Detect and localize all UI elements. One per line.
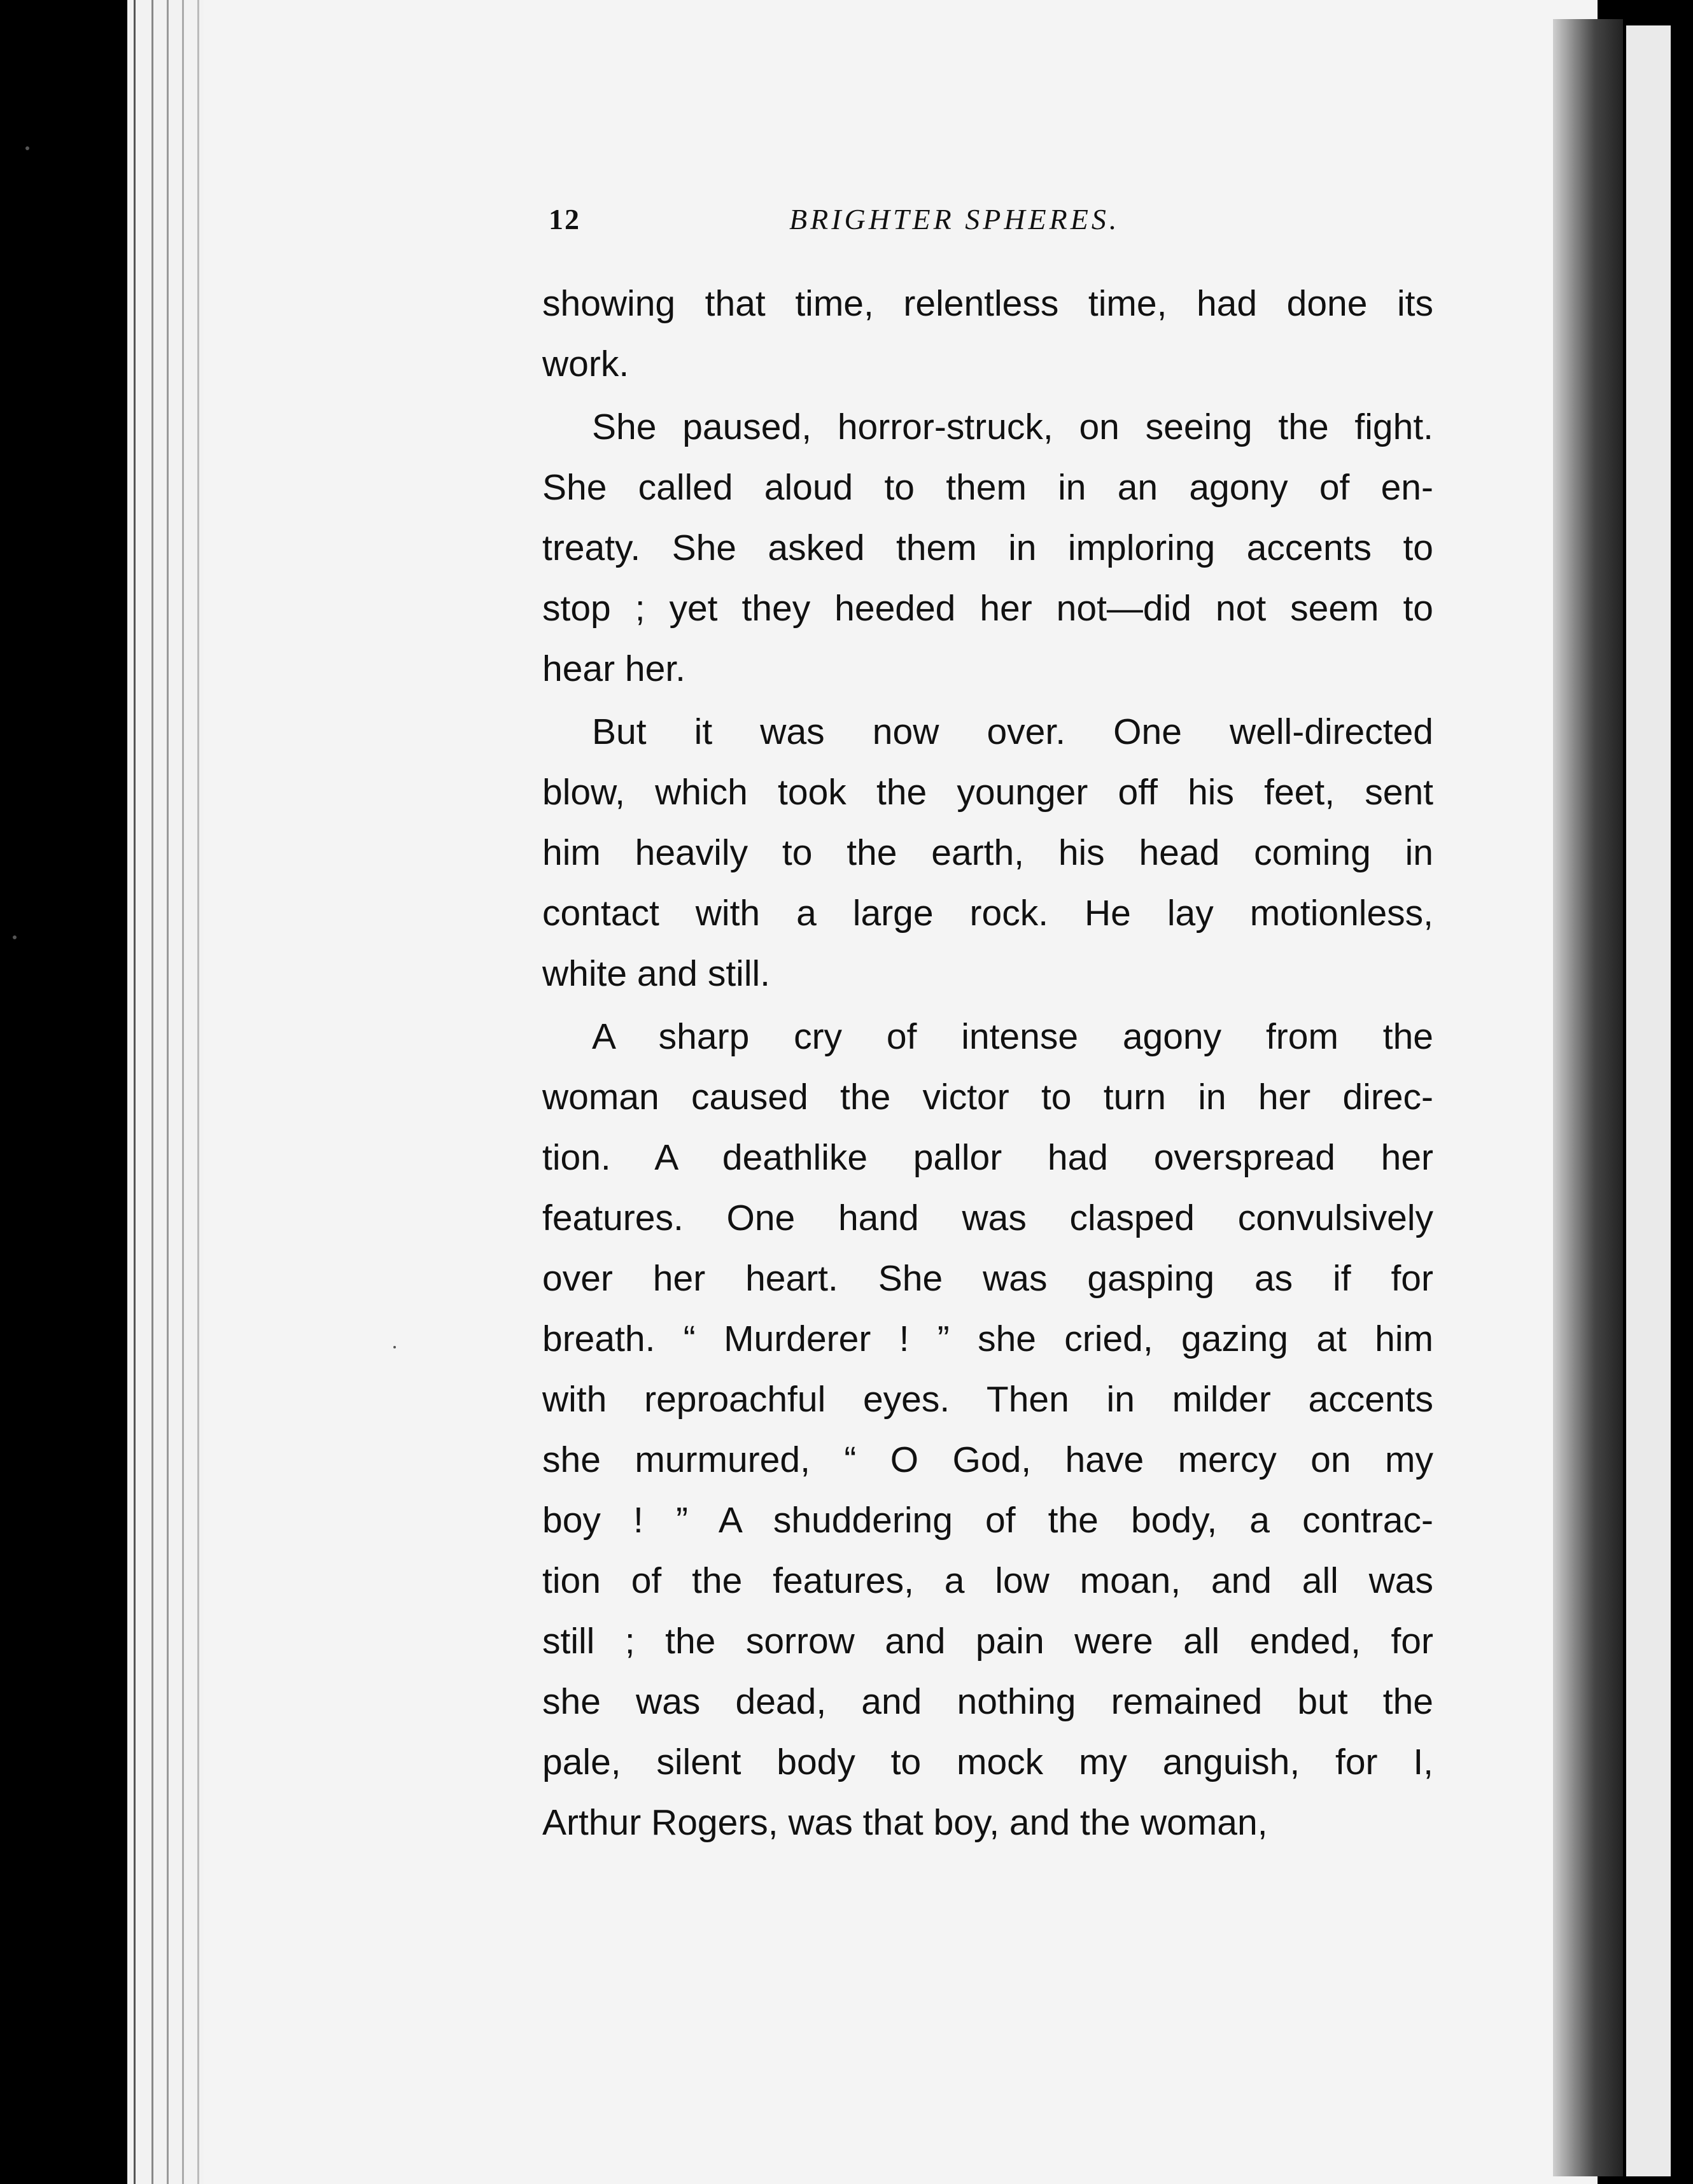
page-block-edges xyxy=(127,0,210,2184)
facing-page-edge xyxy=(1626,25,1671,2176)
text-line: him heavily to the earth, his head coming in xyxy=(542,832,1433,873)
text-line: features. One hand was clasped convulsively xyxy=(542,1198,1433,1238)
text-line: stop ; yet they heeded her not—did not seem to xyxy=(542,588,1433,629)
text-line: breath. “ Murderer ! ” she cried, gazing at him xyxy=(542,1319,1433,1359)
text-line: with reproachful eyes. Then in milder accents xyxy=(542,1379,1433,1420)
paragraph xyxy=(542,702,1433,1004)
text-line: She called aloud to them in an agony of en- xyxy=(542,467,1433,508)
text-line: she was dead, and nothing remained but the xyxy=(542,1681,1433,1722)
text-line: tion. A deathlike pallor had overspread her xyxy=(542,1137,1433,1178)
text-line: tion of the features, a low moan, and all was xyxy=(542,1560,1433,1601)
scan-speck xyxy=(393,1346,396,1348)
text-line: still ; the sorrow and pain were all ended, for xyxy=(542,1621,1433,1662)
text-line: hear her. xyxy=(542,648,685,689)
text-line: work. xyxy=(542,344,629,384)
text-line: treaty. She asked them in imploring accents to xyxy=(542,528,1433,568)
running-title: BRIGHTER SPHERES. xyxy=(789,203,1120,235)
text-line: She paused, horror-struck, on seeing the fight. xyxy=(592,407,1433,447)
text-line: A sharp cry of intense agony from the xyxy=(592,1016,1433,1057)
text-line: Arthur Rogers, was that boy, and the woman, xyxy=(542,1802,1268,1843)
text-line: over her heart. She was gasping as if for xyxy=(542,1258,1433,1299)
page-edge-line xyxy=(167,0,169,2184)
text-line: pale, silent body to mock my anguish, for I, xyxy=(542,1742,1433,1782)
page-number: 12 xyxy=(549,203,580,235)
text-line: blow, which took the younger off his feet, sent xyxy=(542,772,1433,813)
text-line: But it was now over. One well-directed xyxy=(592,711,1433,752)
paragraph xyxy=(542,274,1433,395)
page-edge-line xyxy=(151,0,153,2184)
text-line: she murmured, “ O God, have mercy on my xyxy=(542,1439,1433,1480)
page-edge-line xyxy=(197,0,199,2184)
text-line: woman caused the victor to turn in her direc- xyxy=(542,1077,1433,1117)
running-head xyxy=(549,202,1211,241)
text-line: contact with a large rock. He lay motionless, xyxy=(542,893,1433,934)
page-gutter-shadow xyxy=(1553,19,1623,2176)
text-line: boy ! ” A shuddering of the body, a contrac- xyxy=(542,1500,1433,1541)
paragraph xyxy=(542,397,1433,699)
paragraph xyxy=(542,1007,1433,1853)
text-line: white and still. xyxy=(542,953,771,994)
text-line: showing that time, relentless time, had done its xyxy=(542,283,1433,324)
scan-speck xyxy=(13,935,17,939)
page-edge-line xyxy=(182,0,184,2184)
page-edge-line xyxy=(134,0,136,2184)
body-text xyxy=(542,274,1433,1856)
scan-speck xyxy=(25,146,29,150)
